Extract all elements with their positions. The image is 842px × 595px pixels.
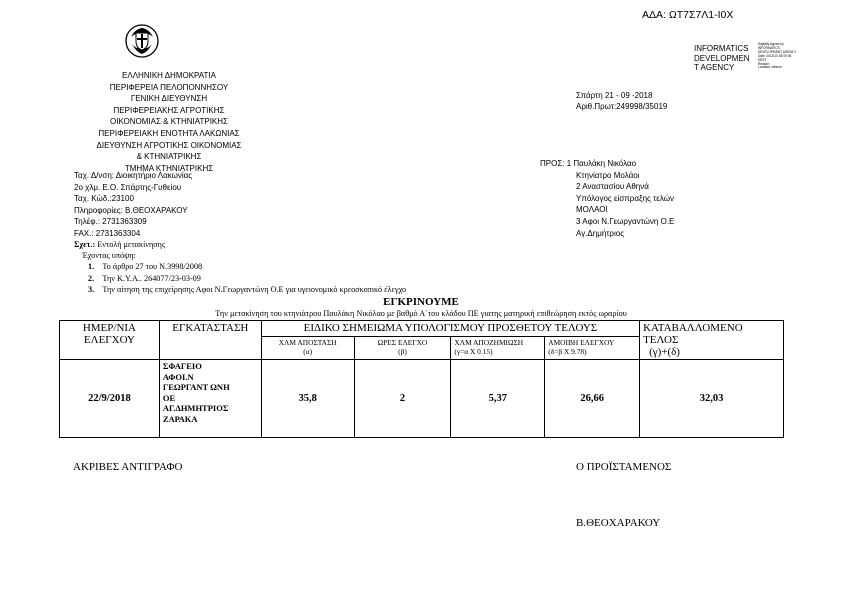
stamp-line: DEVELOPMEN [694,53,750,63]
stamp-detail: Date: 2018.10.05 09:06 [758,53,792,58]
authority-line: ΕΛΛΗΝΙΚΗ ΔΗΜΟΚΡΑΤΙΑ [122,71,216,80]
subheader-cell [354,337,451,360]
stamp-line: T AGENCY [694,63,735,72]
subheader-label: ΩΡΕΣ ΕΛΕΓΧΟ [377,338,428,348]
considerations [74,239,406,295]
subheader-formula: (γ=α Χ 0.15) [454,347,493,357]
reference-title: Σχετ.: [74,240,96,249]
consideration-item [74,261,406,272]
recipient-line: Κτηνίατρο Μολάοι [576,170,640,180]
recipient-line: ΜΟΛΑΟΙ [576,205,608,215]
item-number: 2. [88,273,95,283]
stamp-detail: Location: Athens [758,65,782,70]
signature-stamp-details [758,43,796,70]
authority-line: ΤΜΗΜΑ ΚΤΗΝΙΑΤΡΙΚΗΣ [124,163,214,173]
reference-text: Εντολή μετακίνησης [97,240,166,249]
subheader-cell [261,337,354,360]
signatory-name: Β.ΘΕΟΧΑΡΑΚΟΥ [576,517,661,529]
item-number: 1. [88,262,95,272]
stamp-line: INFORMATICS [694,44,749,53]
plant-line: ΣΦΑΓΕΙΟ [162,361,202,371]
approval-heading: ΕΓΚΡΙΝΟΥΜΕ [383,296,459,308]
consideration-item [74,273,406,284]
contact-line: FAX.: 2731363304 [74,228,141,238]
plant-line: ΑΓ.ΔΗΜΗΤΡΙΟΣ [162,403,229,413]
stamp-detail: EEST [758,57,767,62]
contact-line: Ταχ. Δ/νση: Διοικητήριο Λακωνίας [74,171,193,180]
protocol-number: Αριθ.Πρωτ:249998/35019 [576,102,668,111]
document-date: Σπάρτη 21 - 09 -2018 [576,91,653,100]
head-title: Ο ΠΡΟΪΣΤΑΜΕΝΟΣ [576,461,672,473]
decision-text: Την μετακίνηση του κτηνιάτρου Παυλάκη Νικόλαο με βαθμό Α΄του κλάδου ΠΕ γιατης ματηρική επιθεώρηση εκτός ωραρίου [215,309,627,318]
cell-plant [159,360,261,438]
authority-line: ΠΕΡΙΦΕΡΕΙΑΚΗΣ ΑΓΡΟΤΙΚΗΣ [113,105,225,115]
recipients-block [540,158,674,239]
greek-emblem-icon [125,24,159,58]
subheader-formula: (δ=β Χ 9.78) [548,347,587,357]
header-fee-note: ΕΙΔΙΚΟ ΣΗΜΕΙΩΜΑ ΥΠΟΛΟΓΙΣΜΟΥ ΠΡΟΣΘΕΤΟΥ ΤΕΛΟΥΣ [261,321,639,337]
item-number: 3. [88,284,95,294]
stamp-detail: Reason: [758,61,770,66]
accurate-copy-label: ΑΚΡΙΒΕΣ ΑΝΤΙΓΡΑΦΟ [73,461,183,473]
header-plant: ΕΓΚΑΤΑΣΤΑΣΗ [159,321,261,360]
authority-line: & ΚΤΗΝΙΑΤΡΙΚΗΣ [136,152,202,162]
subheader-cell [545,337,640,360]
item-text: Την Κ.Υ.Α.. 264077/23-03-09 [102,273,201,283]
recipient-line: Υπόλογος είσπραξης τελών [576,193,674,203]
table-row [60,360,784,438]
plant-line: ΖΑΡΑΚΑ [162,413,198,424]
stamp-detail: INFORMATICS [758,45,780,50]
contact-line: 2ο χλμ. Ε.Ο. Σπάρτης-Γυθείου [74,182,182,192]
stamp-detail: Digitally signed by [758,42,784,46]
authority-header [74,70,264,174]
contact-line: Τηλέφ.: 2731363309 [74,217,147,227]
cell-km: 35,8 [261,360,354,438]
plant-line: ΑΦΟΙ.Ν [162,371,194,382]
cell-total: 32,03 [640,360,784,438]
contact-line: Ταχ. Κώδ.:23100 [74,194,134,204]
stamp-detail: DEVELOPMENT AGENCY [758,49,797,54]
contact-block [74,170,192,240]
subheader-label: ΧΛΜ ΑΠΟΖΗΜΙΩΣΗ [454,338,524,348]
subheader-formula: (α) [303,347,313,357]
fee-table [59,320,784,438]
reference-line [74,239,406,250]
authority-line: ΟΙΚΟΝΟΜΙΑΣ & ΚΤΗΝΙΑΤΡΙΚΗΣ [110,117,228,127]
signature-stamp-label [694,44,750,73]
consideration-item [74,284,406,295]
table-header-row [60,321,784,337]
cell-fee: 26,66 [545,360,640,438]
cell-km-compensation: 5,37 [451,360,545,438]
recipient-line: ΠΡΟΣ: 1 Παυλάκη Νικόλαο [540,159,637,168]
subheader-cell [451,337,545,360]
header-paid-formula: (γ)+(δ) [649,346,680,358]
cell-hours: 2 [354,360,451,438]
header-date: ΗΜΕΡ/ΝΙΑ ΕΛΕΓΧΟΥ [60,321,160,360]
item-text: Το άρθρο 27 του Ν.3998/2008 [102,262,203,272]
recipient-line: 2 Αναστασίου Αθηνά [576,182,649,192]
cell-date: 22/9/2018 [60,360,160,438]
header-paid-label: ΚΑΤΑΒΑΛΛΟΜΕΝΟ ΤΕΛΟΣ [643,322,743,346]
subheader-formula: (β) [398,347,407,357]
considerations-intro: Έχοντας υπόψη: [82,251,136,261]
contact-line: Πληροφορίες: Β.ΘΕΟΧΑΡΑΚΟΥ [74,205,188,215]
item-text: Την αίτηση της επιχείρησης Αφοι Ν.Γεωργαντώνη Ο.Ε για υγειονομικό κρεοσκοπικό έλεγχο [102,284,407,294]
authority-line: ΔΙΕΥΘΥΝΣΗ ΑΓΡΟΤΙΚΗΣ ΟΙΚΟΝΟΜΙΑΣ [96,140,242,150]
ada-code: ΑΔΑ: ΩΤ7Σ7Λ1-Ι0Χ [642,9,734,21]
subheader-label: ΧΛΜ ΑΠΟΣΤΑΣΗ [278,338,337,348]
subheader-label: ΑΜΟΙΒΗ ΕΛΕΓΧΟΥ [548,338,615,348]
authority-line: ΓΕΝΙΚΗ ΔΙΕΥΘΥΝΣΗ [130,94,208,104]
header-paid [640,321,784,360]
recipient-line: 3 Αφοι Ν.Γεωργαντώνη Ο.Ε [576,216,675,226]
plant-line: ΓΕΩΡΓΑΝΤ ΩΝΗ [162,382,230,392]
recipient-line: Αγ.Δημήτριος [576,228,625,238]
plant-line: ΟΕ [162,392,176,403]
authority-line: ΠΕΡΙΦΕΡΕΙΑ ΠΕΛΟΠΟΝΝΗΣΟΥ [109,82,229,92]
authority-line: ΠΕΡΙΦΕΡΕΙΑΚΗ ΕΝΟΤΗΤΑ ΛΑΚΩΝΙΑΣ [98,128,240,138]
